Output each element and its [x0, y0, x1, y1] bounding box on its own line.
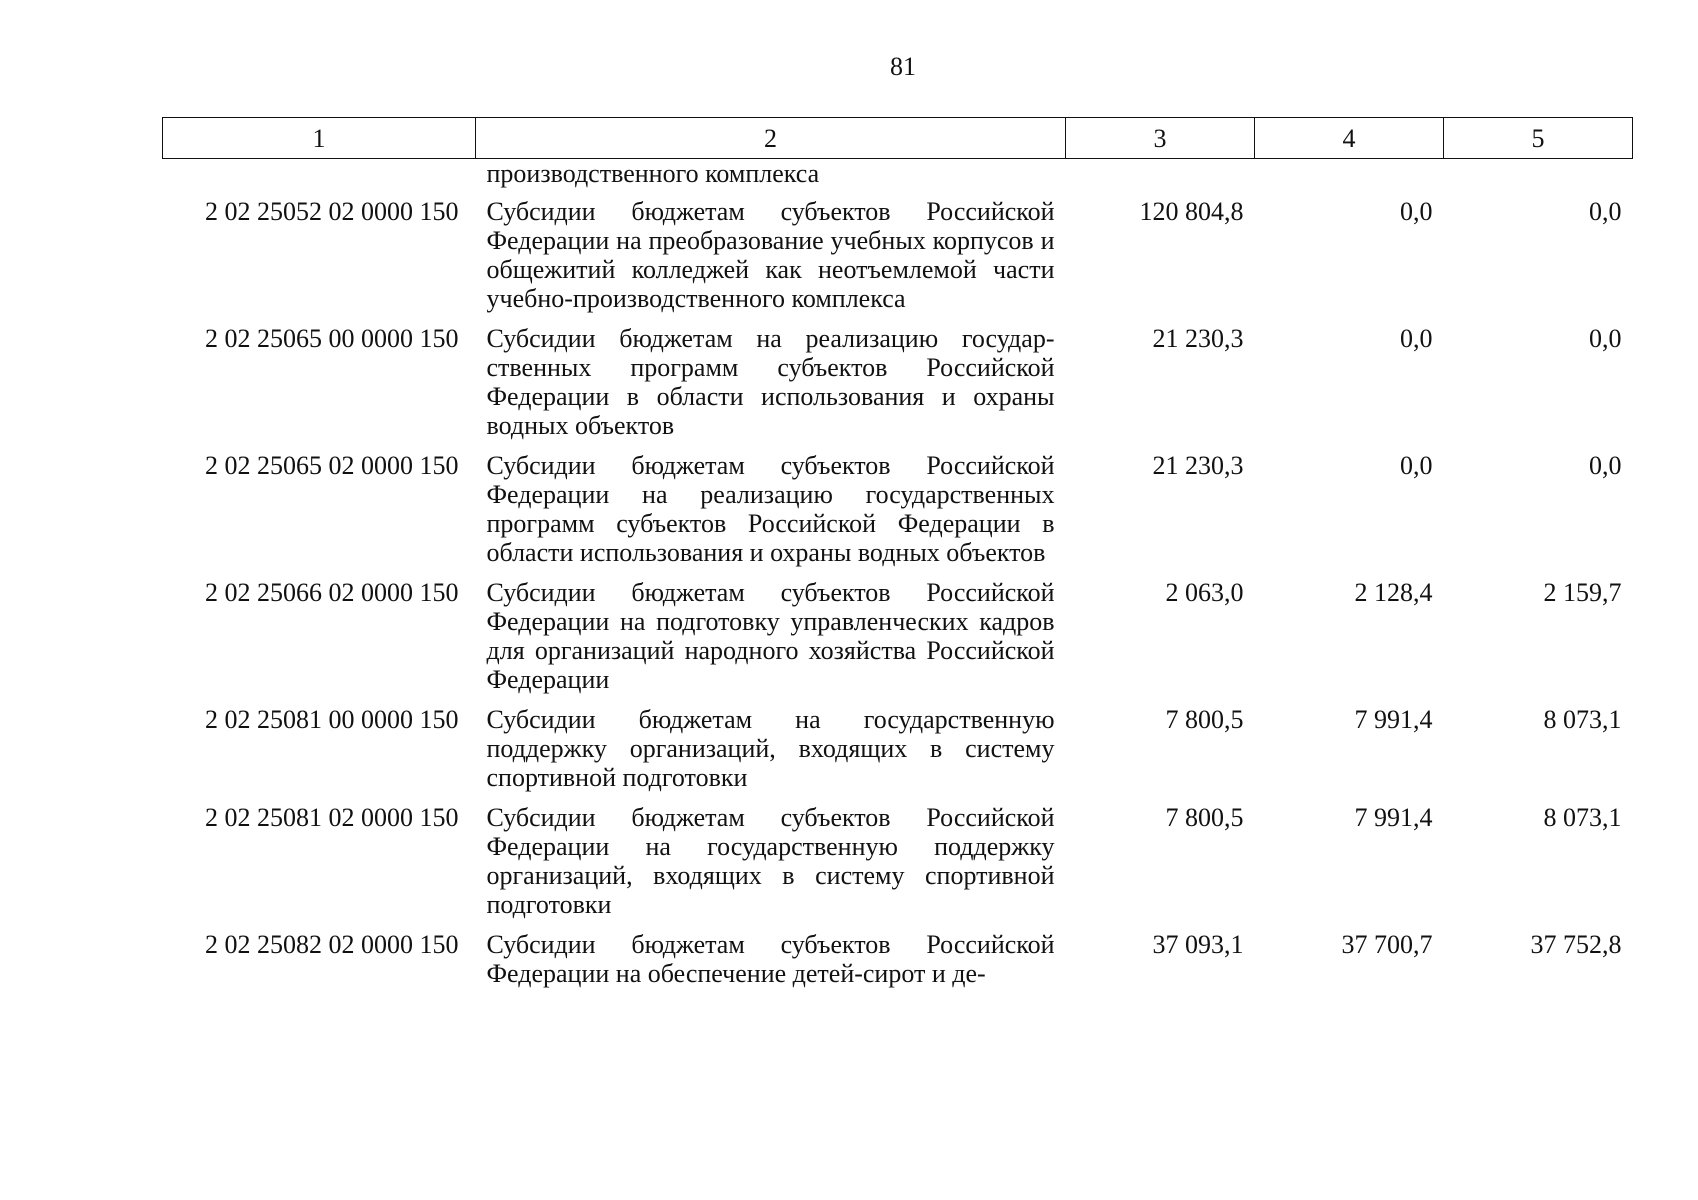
cell-code: 2 02 25066 02 0000 150 [205, 578, 459, 607]
cell-col5: 0,0 [1589, 197, 1622, 226]
cell-col3 [1066, 159, 1255, 198]
column-header-2: 2 [476, 118, 1066, 159]
cell-col5 [1444, 159, 1633, 198]
cell-col3: 21 230,3 [1152, 451, 1244, 480]
cell-col4: 0,0 [1400, 197, 1433, 226]
cell-col5: 2 159,7 [1543, 578, 1622, 607]
cell-code: 2 02 25082 02 0000 150 [205, 930, 459, 959]
cell-description: Субсидии бюджетам на реализацию государственных программ субъектов Российской Федерации в области использования и охраны водных объектов [486, 324, 1055, 440]
cell-col4: 7 991,4 [1354, 803, 1433, 832]
table-row [163, 324, 1633, 451]
cell-col4: 0,0 [1400, 451, 1433, 480]
table-row [163, 451, 1633, 578]
cell-col3: 120 804,8 [1139, 197, 1244, 226]
table-row [163, 803, 1633, 930]
cell-code: 2 02 25052 02 0000 150 [205, 197, 459, 226]
cell-col3: 37 093,1 [1152, 930, 1244, 959]
cell-col3: 7 800,5 [1165, 803, 1244, 832]
cell-code: 2 02 25065 00 0000 150 [205, 324, 459, 353]
table-row-continuation [163, 159, 1633, 198]
column-header-4: 4 [1255, 118, 1444, 159]
cell-col3: 2 063,0 [1165, 578, 1244, 607]
column-header-5: 5 [1444, 118, 1633, 159]
cell-description: Субсидии бюджетам субъектов Российской Федерации на преобразование учебных корпусов и общежитий колледжей как неотъемлемой части учебно-производственного комплекса [486, 197, 1055, 313]
cell-col5: 0,0 [1589, 451, 1622, 480]
cell-code [163, 159, 476, 198]
cell-col5: 8 073,1 [1543, 705, 1622, 734]
cell-col4 [1255, 159, 1444, 198]
cell-col5: 8 073,1 [1543, 803, 1622, 832]
cell-col4: 37 700,7 [1341, 930, 1433, 959]
cell-col4: 0,0 [1400, 324, 1433, 353]
table-header-row [163, 118, 1633, 159]
cell-description: Субсидии бюджетам субъектов Российской Федерации на реализацию государственных программ субъектов Российской Федерации в области использования и охраны водных объектов [486, 451, 1055, 567]
cell-col5: 0,0 [1589, 324, 1622, 353]
table-row [163, 197, 1633, 324]
table-row [163, 578, 1633, 705]
cell-code: 2 02 25081 00 0000 150 [205, 705, 459, 734]
cell-col4: 2 128,4 [1354, 578, 1433, 607]
cell-description: Субсидии бюджетам субъектов Российской Федерации на обеспечение детей-сирот и де- [486, 930, 1055, 988]
cell-description: Субсидии бюджетам субъектов Российской Федерации на подготовку управленческих кадров для организаций народного хозяйства Российской Федерации [486, 578, 1055, 694]
cell-col3: 7 800,5 [1165, 705, 1244, 734]
cell-code: 2 02 25065 02 0000 150 [205, 451, 459, 480]
cell-description: Субсидии бюджетам субъектов Российской Федерации на государственную поддержку организаций, входящих в систему спортивной подготовки [486, 803, 1055, 919]
table-row [163, 930, 1633, 999]
cell-description: производственного комплекса [486, 159, 820, 188]
budget-table [162, 117, 1633, 999]
cell-code: 2 02 25081 02 0000 150 [205, 803, 459, 832]
cell-col3: 21 230,3 [1152, 324, 1244, 353]
table-row [163, 705, 1633, 803]
column-header-1: 1 [163, 118, 476, 159]
cell-col4: 7 991,4 [1354, 705, 1433, 734]
cell-description: Субсидии бюджетам на государственную поддержку организаций, входящих в систему спортивной подготовки [486, 705, 1055, 792]
page-number: 81 [890, 52, 916, 81]
cell-col5: 37 752,8 [1530, 930, 1622, 959]
column-header-3: 3 [1066, 118, 1255, 159]
